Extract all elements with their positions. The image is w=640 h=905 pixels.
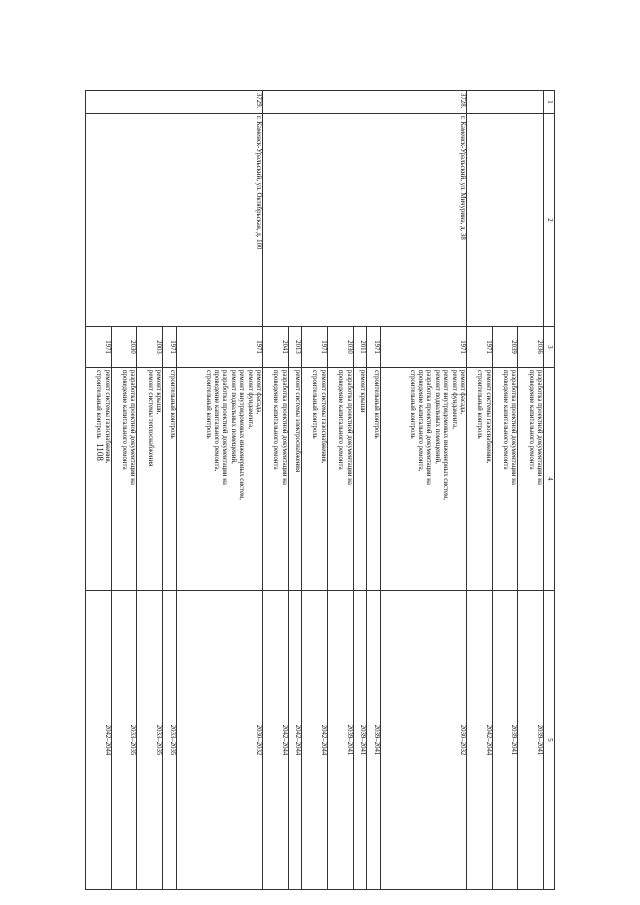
works-cell xyxy=(111,368,137,591)
period-cell: 2033–2035 xyxy=(163,591,177,890)
works-line: ремонт внутридомовых инженерных систем, xyxy=(442,370,450,500)
year-cell: 1971 xyxy=(176,327,262,368)
works-line: ремонт фасада, xyxy=(255,370,262,415)
works-line: ремонт системы электроснабжения xyxy=(294,370,302,473)
works-line: проведение капитального ремонта xyxy=(121,370,129,470)
works-cell xyxy=(518,368,544,591)
works-line: ремонт фундамента, xyxy=(450,370,458,429)
year-cell: 1971 xyxy=(466,327,492,368)
year-cell: 2013 xyxy=(288,327,302,368)
works-line: ремонт системы газоснабжения, xyxy=(103,370,111,464)
header-col-3: 3 xyxy=(544,327,555,368)
works-cell xyxy=(380,368,466,591)
works-cell xyxy=(263,368,289,591)
header-col-4: 4 xyxy=(544,368,555,591)
year-cell: 1971 xyxy=(380,327,466,368)
works-cell xyxy=(466,368,492,591)
year-cell: 1971 xyxy=(302,327,328,368)
year-cell: 2030 xyxy=(327,327,353,368)
period-cell: 2042–2044 xyxy=(263,591,289,890)
works-cell xyxy=(327,368,353,591)
works-line: разработка проектной документации на xyxy=(536,370,543,485)
works-line: ремонт подвальных помещений, xyxy=(433,370,441,464)
period-cell: 2039–2041 xyxy=(353,591,367,890)
year-cell: 2039 xyxy=(492,327,518,368)
works-line: разработка проектной документации на xyxy=(510,370,518,485)
works-line: разработка проектной документации на xyxy=(129,370,137,485)
works-cell xyxy=(492,368,518,591)
works-cell xyxy=(367,368,381,591)
period-cell: 2033–2035 xyxy=(111,591,137,890)
works-line: строительный контроль xyxy=(476,370,484,439)
building-number: 3728. xyxy=(263,91,467,114)
header-col-1: 1 xyxy=(544,91,555,114)
rotated-table-container xyxy=(85,90,555,890)
works-line: ремонт системы газоснабжения, xyxy=(319,370,327,464)
works-line: проведение капитального ремонта xyxy=(272,370,280,470)
year-cell: 2011 xyxy=(353,327,367,368)
period-cell: 2042–2044 xyxy=(86,591,112,890)
header-col-2: 2 xyxy=(544,114,555,327)
works-line: проведение капитального ремонта, xyxy=(212,370,220,472)
works-line: строительный контроль xyxy=(372,370,380,439)
works-line: ремонт фундамента, xyxy=(246,370,254,429)
period-cell: 2039–2041 xyxy=(518,591,544,890)
year-cell: 2030 xyxy=(111,327,137,368)
works-line: ремонт фасада, xyxy=(458,370,466,415)
period-cell: 2033–2035 xyxy=(137,591,163,890)
year-cell: 1971 xyxy=(86,327,112,368)
works-line: разработка проектной документации на xyxy=(221,370,229,485)
period-cell: 2042–2044 xyxy=(466,591,492,890)
works-line: ремонт подвальных помещений, xyxy=(229,370,237,464)
building-number: 3729. xyxy=(86,91,263,114)
period-cell: 2039–2041 xyxy=(327,591,353,890)
works-cell xyxy=(176,368,262,591)
works-line: строительный контроль xyxy=(311,370,319,439)
works-cell xyxy=(86,368,112,591)
building-address: г. Каменск-Уральский, ул. Октябрьская, д. 100 xyxy=(86,114,263,327)
works-line: проведение капитального ремонта xyxy=(501,370,509,470)
works-line: проведение капитального ремонта xyxy=(527,370,535,470)
works-line: строительный контроль xyxy=(408,370,416,439)
header-row xyxy=(544,91,555,890)
page-number: 1108 xyxy=(95,443,105,461)
works-line: проведение капитального ремонта xyxy=(337,370,345,470)
works-line: разработка проектной документации на xyxy=(345,370,353,485)
table-row xyxy=(518,91,544,890)
period-cell: 2039–2041 xyxy=(492,591,518,890)
works-line: ремонт внутридомовых инженерных систем, xyxy=(238,370,246,500)
year-cell: 1971 xyxy=(367,327,381,368)
table-row xyxy=(176,91,262,890)
works-line: разработка проектной документации на xyxy=(280,370,288,485)
header-col-5: 5 xyxy=(544,591,555,890)
works-line: строительный контроль xyxy=(204,370,212,439)
year-cell: 2036 xyxy=(518,327,544,368)
table-body xyxy=(86,91,544,890)
works-line: разработка проектной документации на xyxy=(425,370,433,485)
period-cell: 2030–2032 xyxy=(380,591,466,890)
works-line: ремонт системы газоснабжения, xyxy=(484,370,492,464)
address-cell xyxy=(466,114,543,327)
year-cell: 2003 xyxy=(137,327,163,368)
works-line: ремонт крыши, xyxy=(155,370,163,415)
works-line: проведение капитального ремонта, xyxy=(416,370,424,472)
period-cell: 2030–2032 xyxy=(176,591,262,890)
works-cell xyxy=(353,368,367,591)
period-cell: 2039–2041 xyxy=(367,591,381,890)
period-cell: 2042–2044 xyxy=(288,591,302,890)
capital-repair-table xyxy=(85,90,555,890)
works-line: строительный контроль xyxy=(168,370,176,439)
period-cell: 2042–2044 xyxy=(302,591,328,890)
works-cell xyxy=(302,368,328,591)
works-line: ремонт системы теплоснабжения xyxy=(146,370,154,467)
works-cell xyxy=(163,368,177,591)
number-cell xyxy=(466,91,543,114)
building-address: г. Каменск-Уральский, ул. Мичурина, д. 38 xyxy=(263,114,467,327)
year-cell: 2041 xyxy=(263,327,289,368)
works-cell xyxy=(137,368,163,591)
table-row xyxy=(380,91,466,890)
year-cell: 1971 xyxy=(163,327,177,368)
works-cell xyxy=(288,368,302,591)
works-line: строительный контроль xyxy=(95,370,103,439)
works-line: ремонт крыши xyxy=(359,370,367,413)
